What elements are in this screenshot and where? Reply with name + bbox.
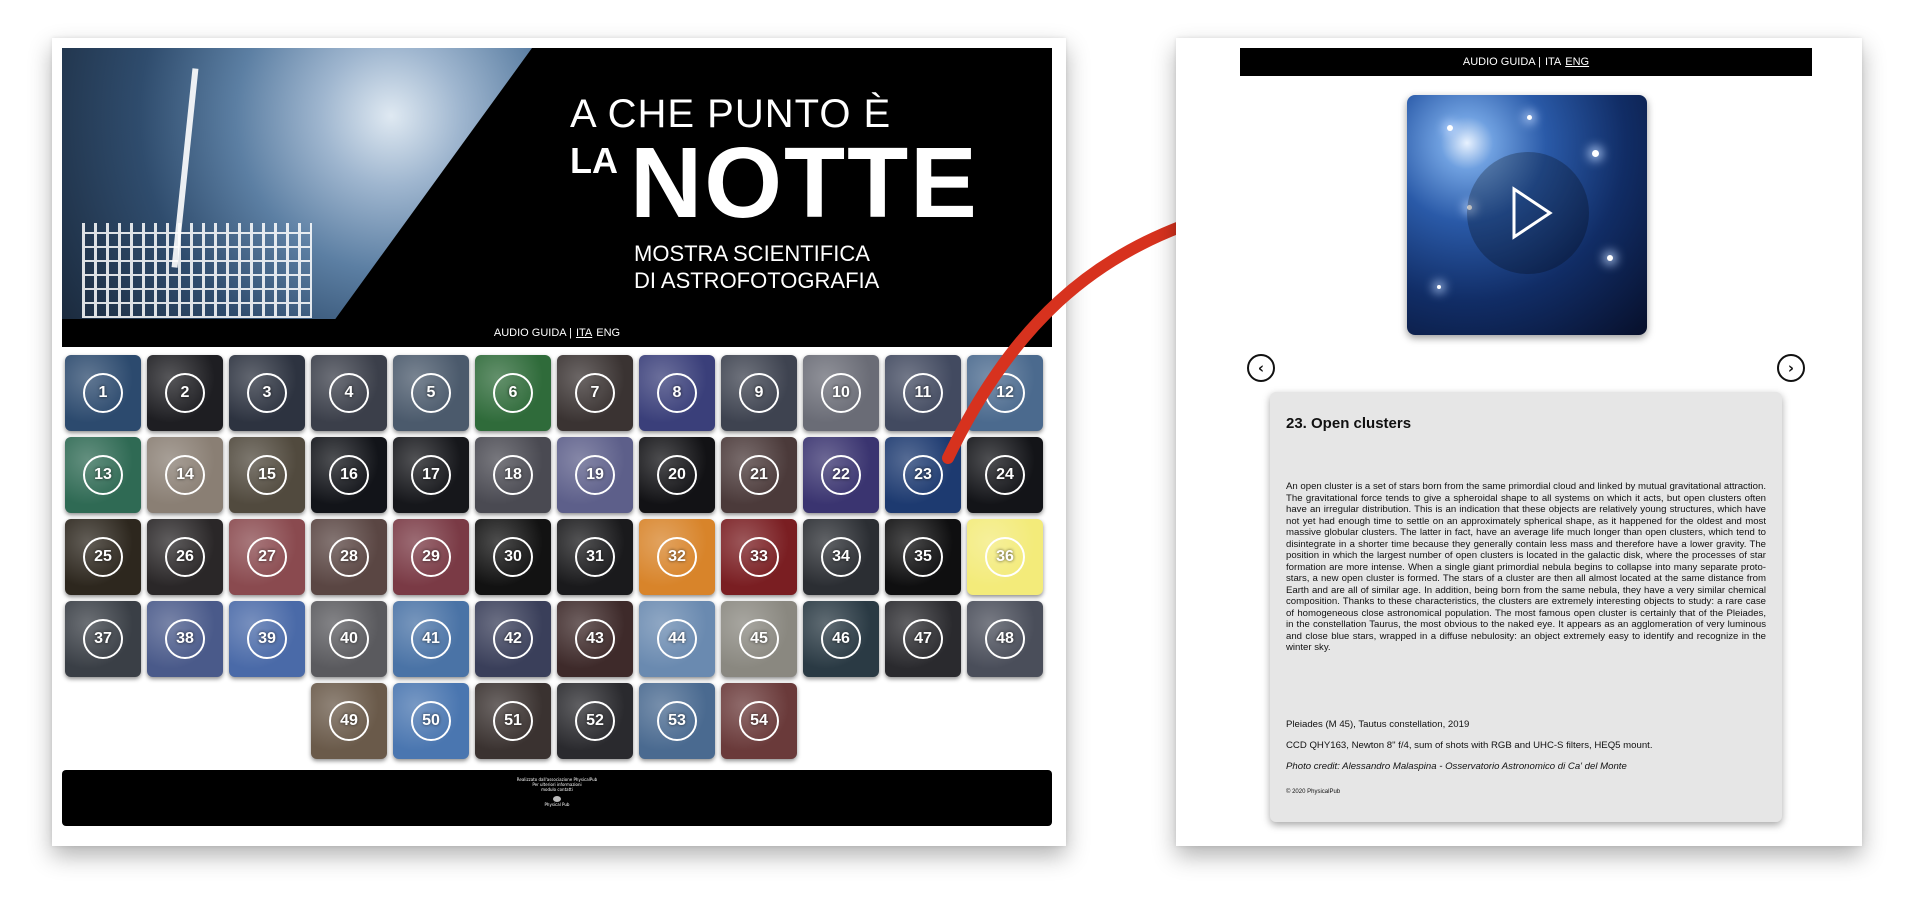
exhibit-info-card [1270,392,1782,822]
exhibit-number: 8 [657,373,697,413]
language-eng-link[interactable]: ENG [596,327,621,339]
exhibit-number: 26 [165,537,205,577]
banner-subtitle-line2: DI ASTROFOTOGRAFIA [634,268,880,293]
exhibit-number: 34 [821,537,861,577]
exhibit-number: 25 [83,537,123,577]
exhibit-number: 36 [985,537,1025,577]
exhibit-number: 12 [985,373,1025,413]
next-button[interactable] [1777,354,1805,382]
exhibit-number: 37 [83,619,123,659]
exhibit-object: Pleiades (M 45), Tautus constellation, 2019 [1286,719,1470,730]
exhibit-number: 4 [329,373,369,413]
exhibit-number: 33 [739,537,779,577]
exhibit-number: 20 [657,455,697,495]
exhibit-number: 21 [739,455,779,495]
exhibit-number: 3 [247,373,287,413]
exhibit-description: An open cluster is a set of stars born from the same primordial cloud and linked by mutual gravitational attraction. The gravitational force tends to give a spheroidal shape to all systems on which it acts, but open clusters often have an irregular distribution. This is an indication that these objects are relatively young structures, which have not yet had enough time to settle on an approximately spherical shape, as it happened for the oldest and most massive globular clusters. The latter in fact, have an average life much longer than open clusters, which tend to disintegrate in a shorter time because they generally contain less mass and therefore have a lower gravity. The position in which the largest number of open clusters is located in the galactic disk, where the processes of star formation are more intense. When a single giant primordial nebula begins to collapse into many separate proto-stars, a new open cluster is formed. The stars of a cluster are then all almost located at the same distance from Earth and are all of similar age. In addition, being born from the same nebula, they have a very similar chemical composition. Thanks to these characteristics, the clusters are extremely interesting objects to study: a rare case of homogeneous close astronomical population. The most famous open cluster is certainly that of the Pleiades, in the constellation Taurus, the most obvious to the naked eye. It appears as an agglomeration of very luminous and close blue stars, wrapped in a diffuse nebulosity: an object extremely easy to identify and recognize in the winter sky. [1286,481,1766,653]
exhibit-number: 46 [821,619,861,659]
exhibit-number: 42 [493,619,533,659]
exhibit-number: 19 [575,455,615,495]
exhibit-number: 11 [903,373,943,413]
footer-credit: Realizzato dall'associazione PhysicalPub [516,777,598,782]
exhibit-number: 39 [247,619,287,659]
exhibit-number: 13 [83,455,123,495]
banner-subtitle-line1: MOSTRA SCIENTIFICA [634,241,870,266]
exhibit-number: 35 [903,537,943,577]
exhibit-number: 17 [411,455,451,495]
exhibit-number: 45 [739,619,779,659]
copyright: © 2020 PhysicalPub [1286,789,1341,795]
exhibit-number: 2 [165,373,205,413]
exhibit-number: 31 [575,537,615,577]
exhibit-number: 22 [821,455,861,495]
exhibit-number: 32 [657,537,697,577]
footer-contact-link[interactable]: modulo contatti [541,787,573,792]
exhibit-number: 49 [329,701,369,741]
exhibit-equipment: CCD QHY163, Newton 8" f/4, sum of shots with RGB and UHC-S filters, HEQ5 mount. [1286,740,1653,751]
exhibit-number: 38 [165,619,205,659]
play-icon [1498,183,1558,243]
exhibit-number: 23 [903,455,943,495]
exhibit-number: 44 [657,619,697,659]
chevron-right-icon: › [1787,359,1795,377]
exhibit-number: 16 [329,455,369,495]
star [1527,115,1532,120]
language-eng-link[interactable]: ENG [1565,56,1590,68]
language-ita-link[interactable]: ITA [1544,56,1562,68]
exhibit-number: 47 [903,619,943,659]
exhibit-number: 54 [739,701,779,741]
exhibit-number: 5 [411,373,451,413]
exhibit-number: 30 [493,537,533,577]
chevron-left-icon: ‹ [1257,359,1265,377]
exhibit-title: 23. Open clusters [1286,415,1412,432]
exhibit-number: 1 [83,373,123,413]
star [1592,150,1599,157]
exhibit-number: 29 [411,537,451,577]
exhibit-number: 27 [247,537,287,577]
exhibit-number: 52 [575,701,615,741]
exhibit-number: 14 [165,455,205,495]
exhibit-number: 41 [411,619,451,659]
star [1447,125,1453,131]
exhibit-number: 6 [493,373,533,413]
star [1437,285,1441,289]
exhibit-number: 18 [493,455,533,495]
language-ita-link[interactable]: ITA [575,327,593,339]
exhibit-number: 48 [985,619,1025,659]
banner-title-line1: A CHE PUNTO È [570,92,892,136]
exhibit-number: 10 [821,373,861,413]
exhibit-number: 51 [493,701,533,741]
audio-guide-bar [1240,48,1812,76]
exhibit-number: 50 [411,701,451,741]
exhibit-number: 9 [739,373,779,413]
photo-credit: Photo credit: Alessandro Malaspina - Osservatorio Astronomico di Ca' del Monte [1286,761,1627,772]
exhibit-number: 7 [575,373,615,413]
star [1607,255,1613,261]
banner-title-la: LA [570,140,618,181]
footer-info: Per ulteriori informazioni [532,782,582,787]
audio-guide-label: AUDIO GUIDA | [1462,56,1541,68]
audio-guide-label: AUDIO GUIDA | [493,327,572,339]
exhibit-number: 24 [985,455,1025,495]
footer-logo-text: Physical Pub [544,802,570,807]
exhibit-number: 53 [657,701,697,741]
exhibit-detail-page [1176,38,1862,846]
banner-title-notte: NOTTE [630,127,979,239]
exhibit-number: 15 [247,455,287,495]
exhibit-number: 28 [329,537,369,577]
previous-button[interactable] [1247,354,1275,382]
audio-player[interactable] [1407,95,1647,335]
play-button[interactable] [1467,152,1589,274]
exhibit-number: 43 [575,619,615,659]
exhibit-number: 40 [329,619,369,659]
